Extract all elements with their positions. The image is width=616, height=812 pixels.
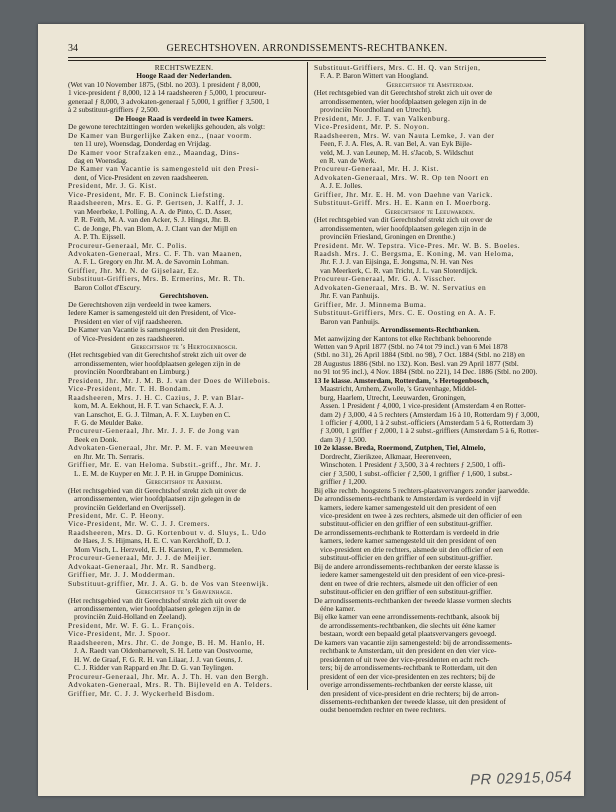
- right-column-line: Wetten van 9 April 1877 (Stbl. no 74 tot 79 incl.) van 6 Mei 1878: [314, 342, 508, 351]
- right-column-line: Assen. 1 President ƒ 4,000, 1 vice-president (Amsterdam 4 en Rotter-: [320, 402, 526, 411]
- right-column-line: Griffier, Jhr. Mr. E. H. M. von Daehne van Varick.: [314, 190, 493, 199]
- right-column-line: griffier ƒ 1,200.: [320, 478, 367, 487]
- right-column-line: Procureur-Generaal, Mr. H. J. Kist.: [314, 165, 439, 174]
- left-column-line: arrondissementen, wier hoofdplaatsen gelegen zijn in de: [74, 359, 241, 368]
- right-column-line: Jhr. F. van Panhuijs.: [320, 292, 380, 301]
- left-column-line: President, Mr. J. G. Kist.: [68, 182, 157, 191]
- left-column-line: Procureur-Generaal, Mr. J. J. de Meijier.: [68, 554, 212, 563]
- left-column-line: provinciën Noordbrabant en Limburg.): [74, 368, 190, 377]
- left-column-line: à 2 substituut-griffiers ƒ 2,500.: [68, 106, 160, 115]
- left-column-line: President, Mr. W. F. G. L. François.: [68, 621, 195, 630]
- left-column-line: dag en Woensdag.: [74, 156, 128, 165]
- left-column-line: provinciën Gelderland en Overijssel).: [74, 503, 186, 512]
- left-column-line: Raadsheeren, Mrs. J. H. C. Cazius, J. P. van Blar-: [68, 393, 245, 402]
- left-column-line: A. P. Th. Eijssell.: [74, 233, 126, 242]
- left-column-line: (Wet van 10 November 1875, (Stbl. no 203). 1 president ƒ 8,000,: [68, 80, 261, 89]
- left-column-line: Griffier, Jhr. Mr. N. de Gijselaar, Ez.: [68, 266, 200, 275]
- left-column-line: RECHTSWEZEN.: [154, 64, 214, 72]
- left-column-line: Advokaten-Generaal, Jhr. Mr. P. M. F. van Meeuwen: [68, 444, 254, 453]
- left-column-line: 1 vice-president ƒ 8,000, 12 à 14 raadsheeren ƒ 5,000, 1 procureur-: [68, 89, 267, 98]
- right-column-line: den president of vice-president en drie rechters; bij de arron-: [320, 689, 500, 698]
- column-divider: [307, 62, 308, 690]
- right-column-line: (Het rechtsgebied van dit Gerechtshof strekt zich uit over de: [314, 89, 493, 98]
- right-column-line: no 91 tot 95 incl.), 4 Nov. 1884 (Stbl. no 221), 14 Dec. 1886 (Stbl. no 200).: [314, 368, 538, 377]
- left-column: [68, 64, 300, 698]
- right-column-line: Met aanwijzing der Kantons tot elke Rechtbank behoorende: [314, 334, 492, 343]
- left-column-line: Griffier, Mr. J. J. Modderman.: [68, 571, 176, 580]
- right-column-line: en R. van de Werk.: [320, 156, 377, 165]
- right-column-line: Substituut-Griff. Mrs. H. E. Kann en I. Moerborg.: [314, 199, 492, 208]
- right-column-line: substituut-officier en den griffier of een substituut-griffier.: [320, 554, 493, 563]
- right-column-line: Substituut-Griffiers, Mrs. C. E. Oosting en A. A. F.: [314, 309, 496, 318]
- left-column-line: F. G. de Meulder Bake.: [74, 419, 143, 428]
- right-column-line: Advokaten-Generaal, Mrs. W. R. Op ten Noort en: [314, 173, 489, 182]
- left-column-line: C. de Jonge, Ph. van Blom, A. J. Clant van der Mijll en: [74, 224, 237, 233]
- left-column-line: provinciën Zuid-Holland en Zeeland).: [74, 613, 187, 622]
- left-column-line: Gerechtshof te Arnhem.: [145, 478, 223, 487]
- left-column-line: generaal ƒ 8,000, 3 advokaten-generaal ƒ 5,000, 1 griffier ƒ 3,500, 1: [68, 97, 270, 106]
- left-column-line: Procureur-Generaal, Mr. C. Polis.: [68, 241, 188, 250]
- right-column-line: Griffier, Mr. J. Minnema Buma.: [314, 300, 427, 309]
- right-column-line: provinciën Noordholland en Utrecht).: [320, 106, 432, 115]
- page-header: [68, 42, 546, 56]
- right-column-line: De kamers van vacantie zijn samengesteld: bij de arrondissements-: [314, 638, 513, 647]
- right-column-line: 13 Ie klasse. Amsterdam, Rotterdam, 's Hertogenbosch,: [314, 376, 489, 385]
- right-column-line: kamers, iedere kamer samengesteld uit den president of een: [320, 537, 497, 546]
- right-column-line: A. J. E. Jolles.: [320, 182, 363, 191]
- document-page: [38, 24, 584, 796]
- right-column-line: De arrondissements-rechtbank te Amsterdam is verdeeld in vijf: [314, 495, 501, 504]
- right-column-line: vice-president en drie rechters, alsmede uit den officier of een: [320, 545, 503, 554]
- header-rule-bottom: [68, 60, 546, 61]
- left-column-line: ten 11 ure), Woensdag, Donderdag en Vrijdag.: [74, 140, 211, 149]
- right-column-line: substituut-officier en den griffier of een substituut-griffier.: [320, 588, 493, 597]
- right-column-line: Vice-President, Mr. P. S. Noyon.: [314, 123, 430, 132]
- right-column-line: presidenten of uit twee der vice-presidenten en acht rech-: [320, 655, 490, 664]
- left-column-line: Gerechtshoven.: [159, 292, 209, 301]
- page-number: 34: [68, 43, 78, 54]
- left-column-line: Griffier, Mr. C. J. J. Wyckerheld Bisdom.: [68, 689, 215, 698]
- left-column-line: De Hooge Raad is verdeeld in twee Kamers.: [115, 114, 253, 123]
- page-title: GERECHTSHOVEN. ARRONDISSEMENTS-RECHTBANKEN.: [166, 43, 448, 54]
- left-column-line: arrondissementen, wier hoofdplaatsen zijn gelegen in de: [74, 495, 241, 504]
- page-content: [68, 42, 546, 715]
- right-column-line: overige arrondissements-rechtbanken der eerste klasse, uit: [320, 681, 493, 690]
- left-column-line: De Kamer van Vacantie is samengesteld uit den Presi-: [68, 165, 260, 174]
- right-column-line: Dordrecht, Zierikzee, Alkmaar, Heerenveen,: [320, 452, 452, 461]
- right-column-line: Maastricht, Arnhem, Zwolle, 's Gravenhage, Middel-: [320, 385, 477, 394]
- left-column-line: De Kamer van Vacantie is samengesteld uit den President,: [68, 326, 241, 335]
- right-column-line: arrondissementen, wier hoofdplaatsen gelegen zijn in de: [320, 224, 487, 233]
- right-column-line: substituut-officier en den griffier of een substituut-griffier.: [320, 520, 493, 529]
- right-column-line: President. Mr. W. Tepstra. Vice-Pres. Mr. W. B. S. Boeles.: [314, 241, 521, 250]
- left-column-line: Raadsheeren, Mrs. Jhr. C. de Jonge, B. H. M. Hanlo, H.: [68, 638, 266, 647]
- left-column-line: L. E. M. de Kuyper en Mr. J. P. H. in Gruppe Dominicus.: [74, 469, 244, 478]
- right-column-line: dent en twee of drie rechters, alsmede uit den officier of een: [320, 579, 498, 588]
- left-column-line: President en vier of vijf raadsheeren.: [74, 317, 183, 326]
- right-column-line: President, Mr. J. F. T. van Valkenburg.: [314, 114, 451, 123]
- left-column-line: Vice-President, Mr. W. C. J. J. Cremers.: [68, 520, 210, 529]
- right-column-line: dam 3) ƒ 1,500.: [320, 435, 367, 444]
- left-column-line: Gerechtshof te 's Hertogenbosch.: [130, 342, 238, 351]
- right-column-line: kamers, iedere kamer samengesteld uit den president of een: [320, 503, 497, 512]
- left-column-line: (Het rechtsgebied van dit Gerechtshof strekt zich uit over de: [68, 351, 247, 360]
- left-column-line: Advokaten-Generaal, Mrs. C. F. Th. van Maanen,: [68, 249, 243, 258]
- right-column-line: Arrondissements-Rechtbanken.: [380, 326, 480, 335]
- left-column-line: (Het rechtsgebied van dit Gerechtshof strekt zich uit over de: [68, 486, 247, 495]
- left-column-line: De gewone terechtzittingen worden wekelijks gehouden, als volgt:: [68, 123, 266, 132]
- right-column-line: ééne kamer.: [320, 605, 356, 613]
- left-column-line: Advokaten-Generaal, Mrs. R. Th. Bijleveld en A. Telders.: [68, 681, 273, 690]
- left-column-line: van Meerbeke, I. Polling, A. A. de Pinto, C. D. Asser,: [74, 207, 232, 216]
- left-column-line: Procureur-Generaal, Jhr. Mr. A. J. Th. H. van den Bergh.: [68, 672, 269, 681]
- left-column-line: President, Jhr. Mr. J. M. B. J. van der Does de Willebois.: [68, 376, 271, 385]
- right-column-line: Feen, F. J. A. Fles, A. R. van Bel, A. van Eyk Bijle-: [320, 140, 472, 149]
- right-column-line: ƒ 3,000, 1 griffier ƒ 2,000, 1 à 2 subst.-griffiers (Amsterdam 5 à 6, Rotter-: [320, 427, 539, 436]
- left-column-line: Hooge Raad der Nederlanden.: [136, 72, 232, 81]
- right-column-line: ters; bij de arrondissements-rechtbank te Rotterdam, uit den: [320, 664, 497, 673]
- right-column-line: Baron van Panhuijs.: [320, 317, 380, 326]
- right-column-line: arrondissementen, wier hoofdplaatsen gelegen zijn in de: [320, 97, 487, 106]
- right-column-line: president of een der vice-presidenten en zes rechters; bij de: [320, 672, 496, 681]
- right-column-line: Substituut-Griffiers, Mrs. C. H. Q. van Strijen,: [314, 64, 481, 72]
- right-column-line: veld, M. J. van Leunep, M. H. s'Jacob, S. Wildschut: [320, 148, 474, 157]
- left-column-line: Vice-President, Mr. F. B. Coninck Liefsting.: [68, 190, 226, 199]
- left-column-line: J. A. Raedt van Oldenbarnevelt, S. H. Lette van Oostvoorne,: [74, 647, 253, 656]
- left-column-line: H. W. de Graaf, F. G. R. H. van Lilaar, J. J. van Geuns, J.: [74, 655, 243, 664]
- right-column-line: vice-president en twee à zes rechters, alsmede uit den officier of een: [320, 512, 522, 521]
- left-column-line: De Kamer van Burgerlijke Zaken enz., (naar voorm.: [68, 131, 252, 140]
- right-column-line: Advokaten-Generaal, Mrs. B. W. N. Servatius en: [314, 283, 487, 292]
- right-column-line: Bij de andere arrondissements-rechtbanken der eerste klasse is: [314, 562, 499, 571]
- left-column-line: Advokaat-Generaal, Jhr. Mr. R. Sandberg.: [68, 562, 217, 571]
- right-column-line: iedere kamer samengesteld uit den president of een vice-presi-: [320, 571, 505, 580]
- right-column-line: Raadsh. Mrs. J. C. Bergsma, E. Koning, M. van Heloma,: [314, 249, 514, 258]
- left-column-line: Beek en Donk.: [74, 435, 119, 444]
- left-column-line: Gerechtshof te 's Gravenhage.: [135, 588, 233, 597]
- right-column-line: Jhr. F. J. J. van Eijsinga, E. Jongsma, N. H. van Nes: [320, 258, 473, 267]
- right-column-line: provinciën Friesland, Groningen en Drenthe.): [320, 233, 456, 242]
- left-column-line: De Kamer voor Strafzaken enz., Maandag, Dins-: [68, 148, 240, 157]
- right-column-line: oudst benoemden rechter en twee rechters.: [320, 706, 446, 715]
- archive-stamp: PR 02915,054: [469, 768, 573, 789]
- left-column-line: Baron Collot d'Escury.: [74, 283, 142, 292]
- left-column-line: of Vice-President en zes raadsheeren.: [74, 334, 185, 343]
- right-column-line: De arrondissements-rechtbanken der tweede klasse vormen slechts: [314, 596, 512, 605]
- left-column-line: De Gerechtshoven zijn verdeeld in twee kamers.: [68, 300, 212, 309]
- right-column-line: cier ƒ 3,500, 1 subst.-officier ƒ 2,500, 1 griffier ƒ 1,600, 1 subst.-: [320, 469, 513, 478]
- left-column-line: kom, M. A. Eekhout, H. F. T. van Schaeck, F. A. J.: [74, 402, 224, 411]
- left-column-line: van Lanschot, E. G. J. Tilman, A. F. X. Luyben en C.: [74, 410, 231, 419]
- right-column: [314, 64, 546, 715]
- left-column-line: de Haes, J. S. Hijmans, H. E. C. van Kerckhoff, D. J.: [74, 537, 231, 546]
- left-column-line: arrondissementen, wier hoofdplaatsen gelegen zijn in de: [74, 605, 241, 613]
- right-column-line: (Stbl. no 31), 26 April 1884 (Stbl. no 98), 7 Oct. 1884 (Stbl. no 218) en: [314, 351, 525, 360]
- right-column-line: burg, Haarlem, Utrecht, Leeuwarden, Groningen,: [320, 393, 466, 402]
- right-column-line: F. A. P. Baron Wittert van Hoogland.: [320, 72, 429, 81]
- right-column-line: Gerechtshof te Leeuwarden.: [384, 207, 476, 216]
- left-column-line: en Jhr. Mr. Th. Serraris.: [74, 452, 145, 461]
- right-column-line: dissements-rechtbanken der tweede klasse, uit den president of: [320, 697, 506, 706]
- right-column-line: Bij elke kamer van eene arrondissements-rechtbank, alsook bij: [314, 613, 500, 622]
- right-column-line: bestaan, wordt een bepaald getal plaatsvervangers gevoegd.: [320, 630, 497, 639]
- right-column-line: Bij elke rechtb. hoogstens 5 rechters-plaatsvervangers zonder jaarwedde.: [314, 486, 530, 495]
- left-column-line: Substituut-griffier, Mr. J. A. G. b. de Vos van Steenwijk.: [68, 579, 269, 588]
- right-column-line: Gerechtshof te Amsterdam.: [386, 80, 474, 89]
- left-column-line: Griffier, Mr. E. van Heloma. Substit.-griff., Jhr. Mr. J.: [68, 461, 261, 470]
- right-column-line: (Het rechtsgebied van dit Gerechtshof strekt zich uit over de: [314, 216, 493, 225]
- left-column-line: Procureur-Generaal, Jhr. Mr. J. J. F. de Jong van: [68, 427, 240, 436]
- left-column-line: dent, of Vice-President en zeven raadsheeren.: [74, 173, 209, 182]
- left-column-line: (Het rechtsgebied van dit Gerechtshof strekt zich uit over de: [68, 596, 247, 605]
- left-column-line: P. R. Feith, M. A. van den Acker, S. J. Hingst, Jhr. B.: [74, 216, 231, 225]
- left-column-line: Raadsheeren, Mrs. E. G. P. Gertsen, J. Kalff, J. J.: [68, 199, 244, 208]
- left-column-line: Vice-President, Mr. J. Spoor.: [68, 630, 171, 639]
- right-column-line: 10 2e klasse. Breda, Roermond, Zutphen, Tiel, Almelo,: [314, 444, 486, 453]
- left-column-line: Iedere Kamer is samengesteld uit den President, of Vice-: [68, 309, 236, 318]
- right-column-line: Raadsheeren, Mrs. W. van Nauta Lemke, J. van der: [314, 131, 495, 140]
- right-column-line: Winschoten. 1 President ƒ 3,500, 3 à 4 rechters ƒ 2,500, 1 offi-: [320, 461, 506, 470]
- left-column-line: Substituut-Griffiers, Mrs. B. Ermerins, Mr. R. Th.: [68, 275, 246, 284]
- left-column-line: Raadsheeren, Mrs. D. G. Kortenbout v. d. Sluys, L. Udo: [68, 528, 267, 537]
- left-column-line: Mom Visch, L. Herzveld, E. H. Karsten, P. v. Bemmelen.: [74, 545, 243, 554]
- right-column-line: dam 2) ƒ 3,000, 4 à 5 rechters (Amsterdam 16 à 10, Rotterdam 9) ƒ 3,000,: [320, 410, 540, 419]
- right-column-line: rechtbank te Amsterdam, uit den president en den vier vice-: [320, 647, 497, 656]
- right-column-line: 1 officier ƒ 4,000, 1 à 2 subst.-officiers (Amsterdam 5 à 6, Rotterdam 3): [320, 419, 533, 428]
- right-column-line: 28 Augustus 1886 (Stbl. no 132). Kon. Besl. van 29 April 1877 (Stbl.: [314, 359, 519, 368]
- left-column-line: President, Mr. C. P. Heony.: [68, 512, 165, 521]
- right-column-line: De arrondissements-rechtbank te Rotterdam is verdeeld in drie: [314, 528, 500, 537]
- header-rule-top: [68, 57, 546, 58]
- left-column-line: C. J. Ridder van Rappard en Jhr. D. G. van Teylingen.: [74, 664, 234, 673]
- left-column-line: A. F. L. Gregory en Jhr. M. A. de Savornin Lohman.: [74, 258, 229, 267]
- right-column-line: Procureur-Generaal, Mr. G. A. Visscher.: [314, 275, 456, 284]
- left-column-line: Vice-President, Mr. T. H. Bondam.: [68, 385, 191, 394]
- right-column-line: de arrondissements-rechtbanken, die slechts uit ééne kamer: [320, 621, 496, 630]
- right-column-line: van Meerkerk, C. R. van Tricht, J. L. van Sloterdijck.: [320, 266, 478, 275]
